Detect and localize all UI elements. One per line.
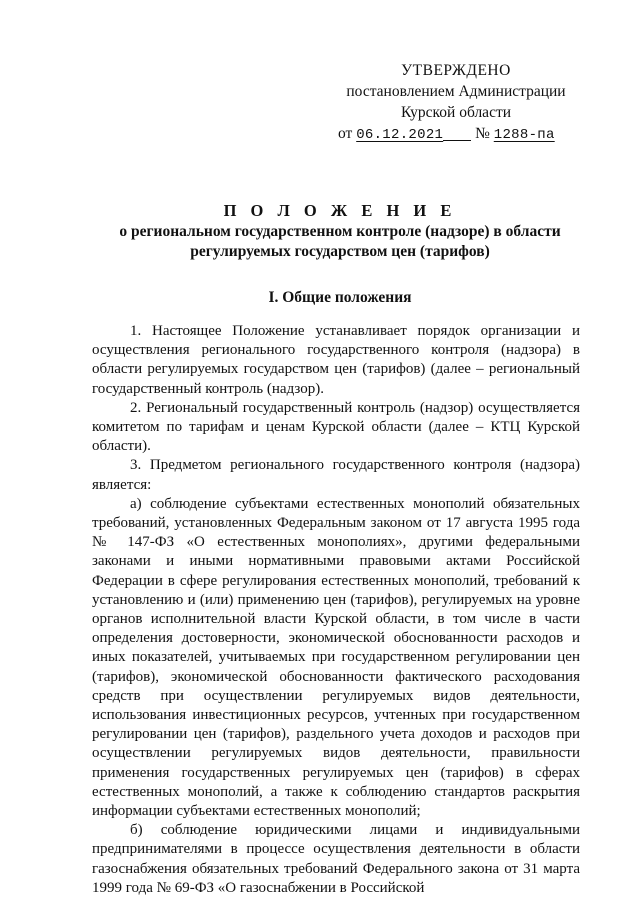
approval-title: УТВЕРЖДЕНО bbox=[401, 62, 511, 79]
approval-number: 1288-па bbox=[493, 127, 555, 143]
approval-stamp bbox=[336, 60, 576, 146]
paragraph-3b: б) соблюдение юридическими лицами и индивидуальными предпринимателями в процессе осуществления деятельности в области газоснабжения обязательных требований Федерального закона от 31 марта 1999 года № 69-ФЗ «О газоснабжении в Российской bbox=[92, 822, 580, 896]
date-prefix: от bbox=[338, 125, 353, 142]
paragraph-1: 1. Настоящее Положение устанавливает порядок организации и осуществления регионального государственного контроля (надзора) в области регулируемых государством цен (тарифов) (далее – региональный государственный контроль (надзор). bbox=[92, 323, 580, 397]
approval-line-2: Курской области bbox=[400, 104, 512, 121]
document-subtitle bbox=[90, 222, 590, 262]
section-title: I. Общие положения bbox=[268, 289, 412, 306]
subtitle-line-2: регулируемых государством цен (тарифов) bbox=[190, 243, 490, 260]
date-underline bbox=[443, 139, 471, 141]
approval-date: 06.12.2021 bbox=[356, 127, 444, 143]
paragraph-3: 3. Предметом регионального государственного контроля (надзора) является: bbox=[92, 457, 580, 493]
paragraph-3a: а) соблюдение субъектами естественных монополий обязательных требований, установленных Федеральным законом от 17 августа 1995 года № 147-ФЗ «О естественных монополиях», другими федеральными законами и иными нормативными правовыми актами Российской Федерации в сфере регулирования естественных монополий, требований к установлению и (или) применению цен (тарифов), регулируемых на уровне органов исполнительной власти Курской области, в том числе в части определения достоверности, экономической обоснованности расходов и иных показателей, учитываемых при государственном регулировании цен (тарифов), экономической обоснованности фактического расходования средств при осуществлении регулируемых видов деятельности, использования инвестиционных ресурсов, учтенных при государственном регулировании цен (тарифов), раздельного учета доходов и расходов при осуществлении регулируемых видов деятельности, правильности применения государственных регулируемых цен (тарифов) в сферах естественных монополий, а также к соблюдению стандартов раскрытия информации субъектами естественных монополий; bbox=[92, 495, 580, 820]
approval-date-line bbox=[336, 123, 576, 146]
approval-line-1: постановлением Администрации bbox=[346, 83, 566, 100]
document-title: П О Л О Ж Е Н И Е bbox=[223, 201, 457, 220]
number-prefix: № bbox=[475, 125, 490, 142]
paragraph-2: 2. Региональный государственный контроль (надзор) осуществляется комитетом по тарифам и ценам Курской области (далее – КТЦ Курской области). bbox=[92, 399, 580, 455]
subtitle-line-1: о региональном государственном контроле (надзоре) в области bbox=[119, 223, 561, 240]
document-body bbox=[92, 322, 580, 898]
